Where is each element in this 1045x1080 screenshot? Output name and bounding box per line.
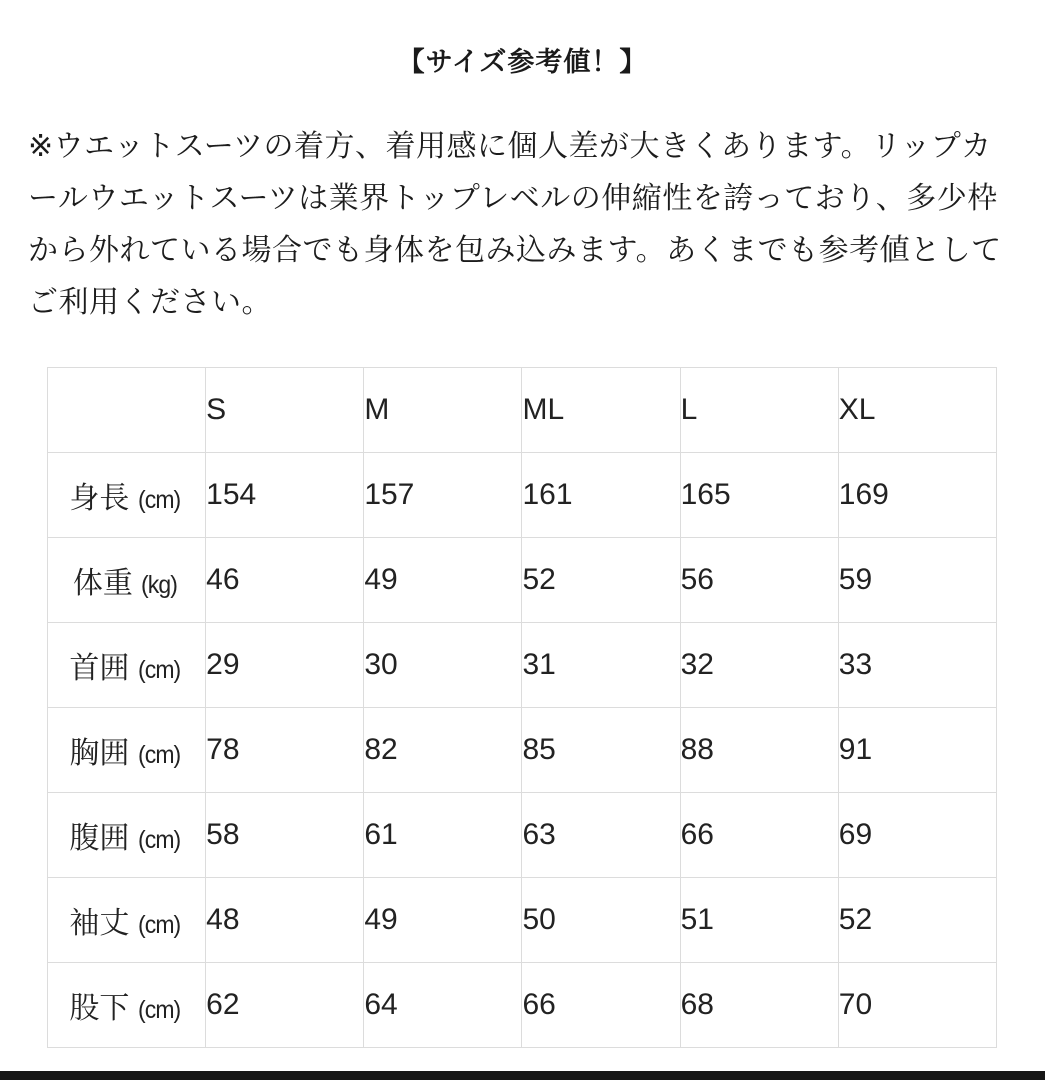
size-header-row [48, 368, 997, 453]
row-label: 袖丈 (cm) [48, 878, 206, 963]
row-label: 腹囲 (cm) [48, 793, 206, 878]
size-value: 64 [364, 963, 522, 1048]
size-value: 82 [364, 708, 522, 793]
size-value: 31 [522, 623, 680, 708]
size-value: 56 [680, 538, 838, 623]
table-row [48, 453, 997, 538]
size-value: 66 [680, 793, 838, 878]
size-col-header: M [364, 368, 522, 453]
size-value: 49 [364, 538, 522, 623]
unit-label: (cm) [137, 826, 181, 854]
bottom-divider-bar [0, 1071, 1045, 1080]
size-value: 69 [838, 793, 996, 878]
row-label: 首囲 (cm) [48, 623, 206, 708]
table-row [48, 538, 997, 623]
size-value: 91 [838, 708, 996, 793]
size-value: 46 [206, 538, 364, 623]
size-value: 51 [680, 878, 838, 963]
unit-label: (kg) [141, 571, 178, 599]
size-value: 59 [838, 538, 996, 623]
row-label: 股下 (cm) [48, 963, 206, 1048]
notice-line: ※ウエットスーツの着方、着用感に個人差が大きくあります。リップカ [28, 130, 992, 163]
size-col-header: S [206, 368, 364, 453]
table-row [48, 623, 997, 708]
row-label: 体重 (kg) [48, 538, 206, 623]
size-value: 154 [206, 453, 364, 538]
row-label: 胸囲 (cm) [48, 708, 206, 793]
size-col-header: ML [522, 368, 680, 453]
size-value: 78 [206, 708, 364, 793]
unit-label: (cm) [137, 486, 181, 514]
size-value: 52 [838, 878, 996, 963]
unit-label: (cm) [137, 996, 181, 1024]
size-value: 70 [838, 963, 996, 1048]
table-row [48, 708, 997, 793]
page-title: 【サイズ参考値！】 [397, 47, 648, 77]
corner-cell [48, 368, 206, 453]
size-value: 32 [680, 623, 838, 708]
size-value: 29 [206, 623, 364, 708]
size-col-header: XL [838, 368, 996, 453]
unit-label: (cm) [137, 911, 181, 939]
table-row [48, 793, 997, 878]
size-value: 49 [364, 878, 522, 963]
size-value: 30 [364, 623, 522, 708]
size-value: 48 [206, 878, 364, 963]
notice-line: ールウエットスーツは業界トップレベルの伸縮性を誇っており、多少枠 [28, 182, 998, 215]
size-value: 169 [838, 453, 996, 538]
size-value: 68 [680, 963, 838, 1048]
unit-label: (cm) [137, 741, 181, 769]
notice-line: ご利用ください。 [28, 286, 272, 319]
size-value: 62 [206, 963, 364, 1048]
size-value: 61 [364, 793, 522, 878]
size-value: 165 [680, 453, 838, 538]
size-col-header: L [680, 368, 838, 453]
table-row [48, 963, 997, 1048]
unit-label: (cm) [137, 656, 181, 684]
size-value: 157 [364, 453, 522, 538]
size-value: 66 [522, 963, 680, 1048]
size-value: 33 [838, 623, 996, 708]
size-value: 85 [522, 708, 680, 793]
row-label: 身長 (cm) [48, 453, 206, 538]
size-value: 63 [522, 793, 680, 878]
table-row [48, 878, 997, 963]
size-value: 88 [680, 708, 838, 793]
size-value: 58 [206, 793, 364, 878]
size-table [47, 367, 997, 1048]
notice-line: から外れている場合でも身体を包み込みます。あくまでも参考値として [28, 234, 1002, 267]
size-value: 52 [522, 538, 680, 623]
notice-text [28, 121, 1023, 329]
size-value: 50 [522, 878, 680, 963]
size-value: 161 [522, 453, 680, 538]
